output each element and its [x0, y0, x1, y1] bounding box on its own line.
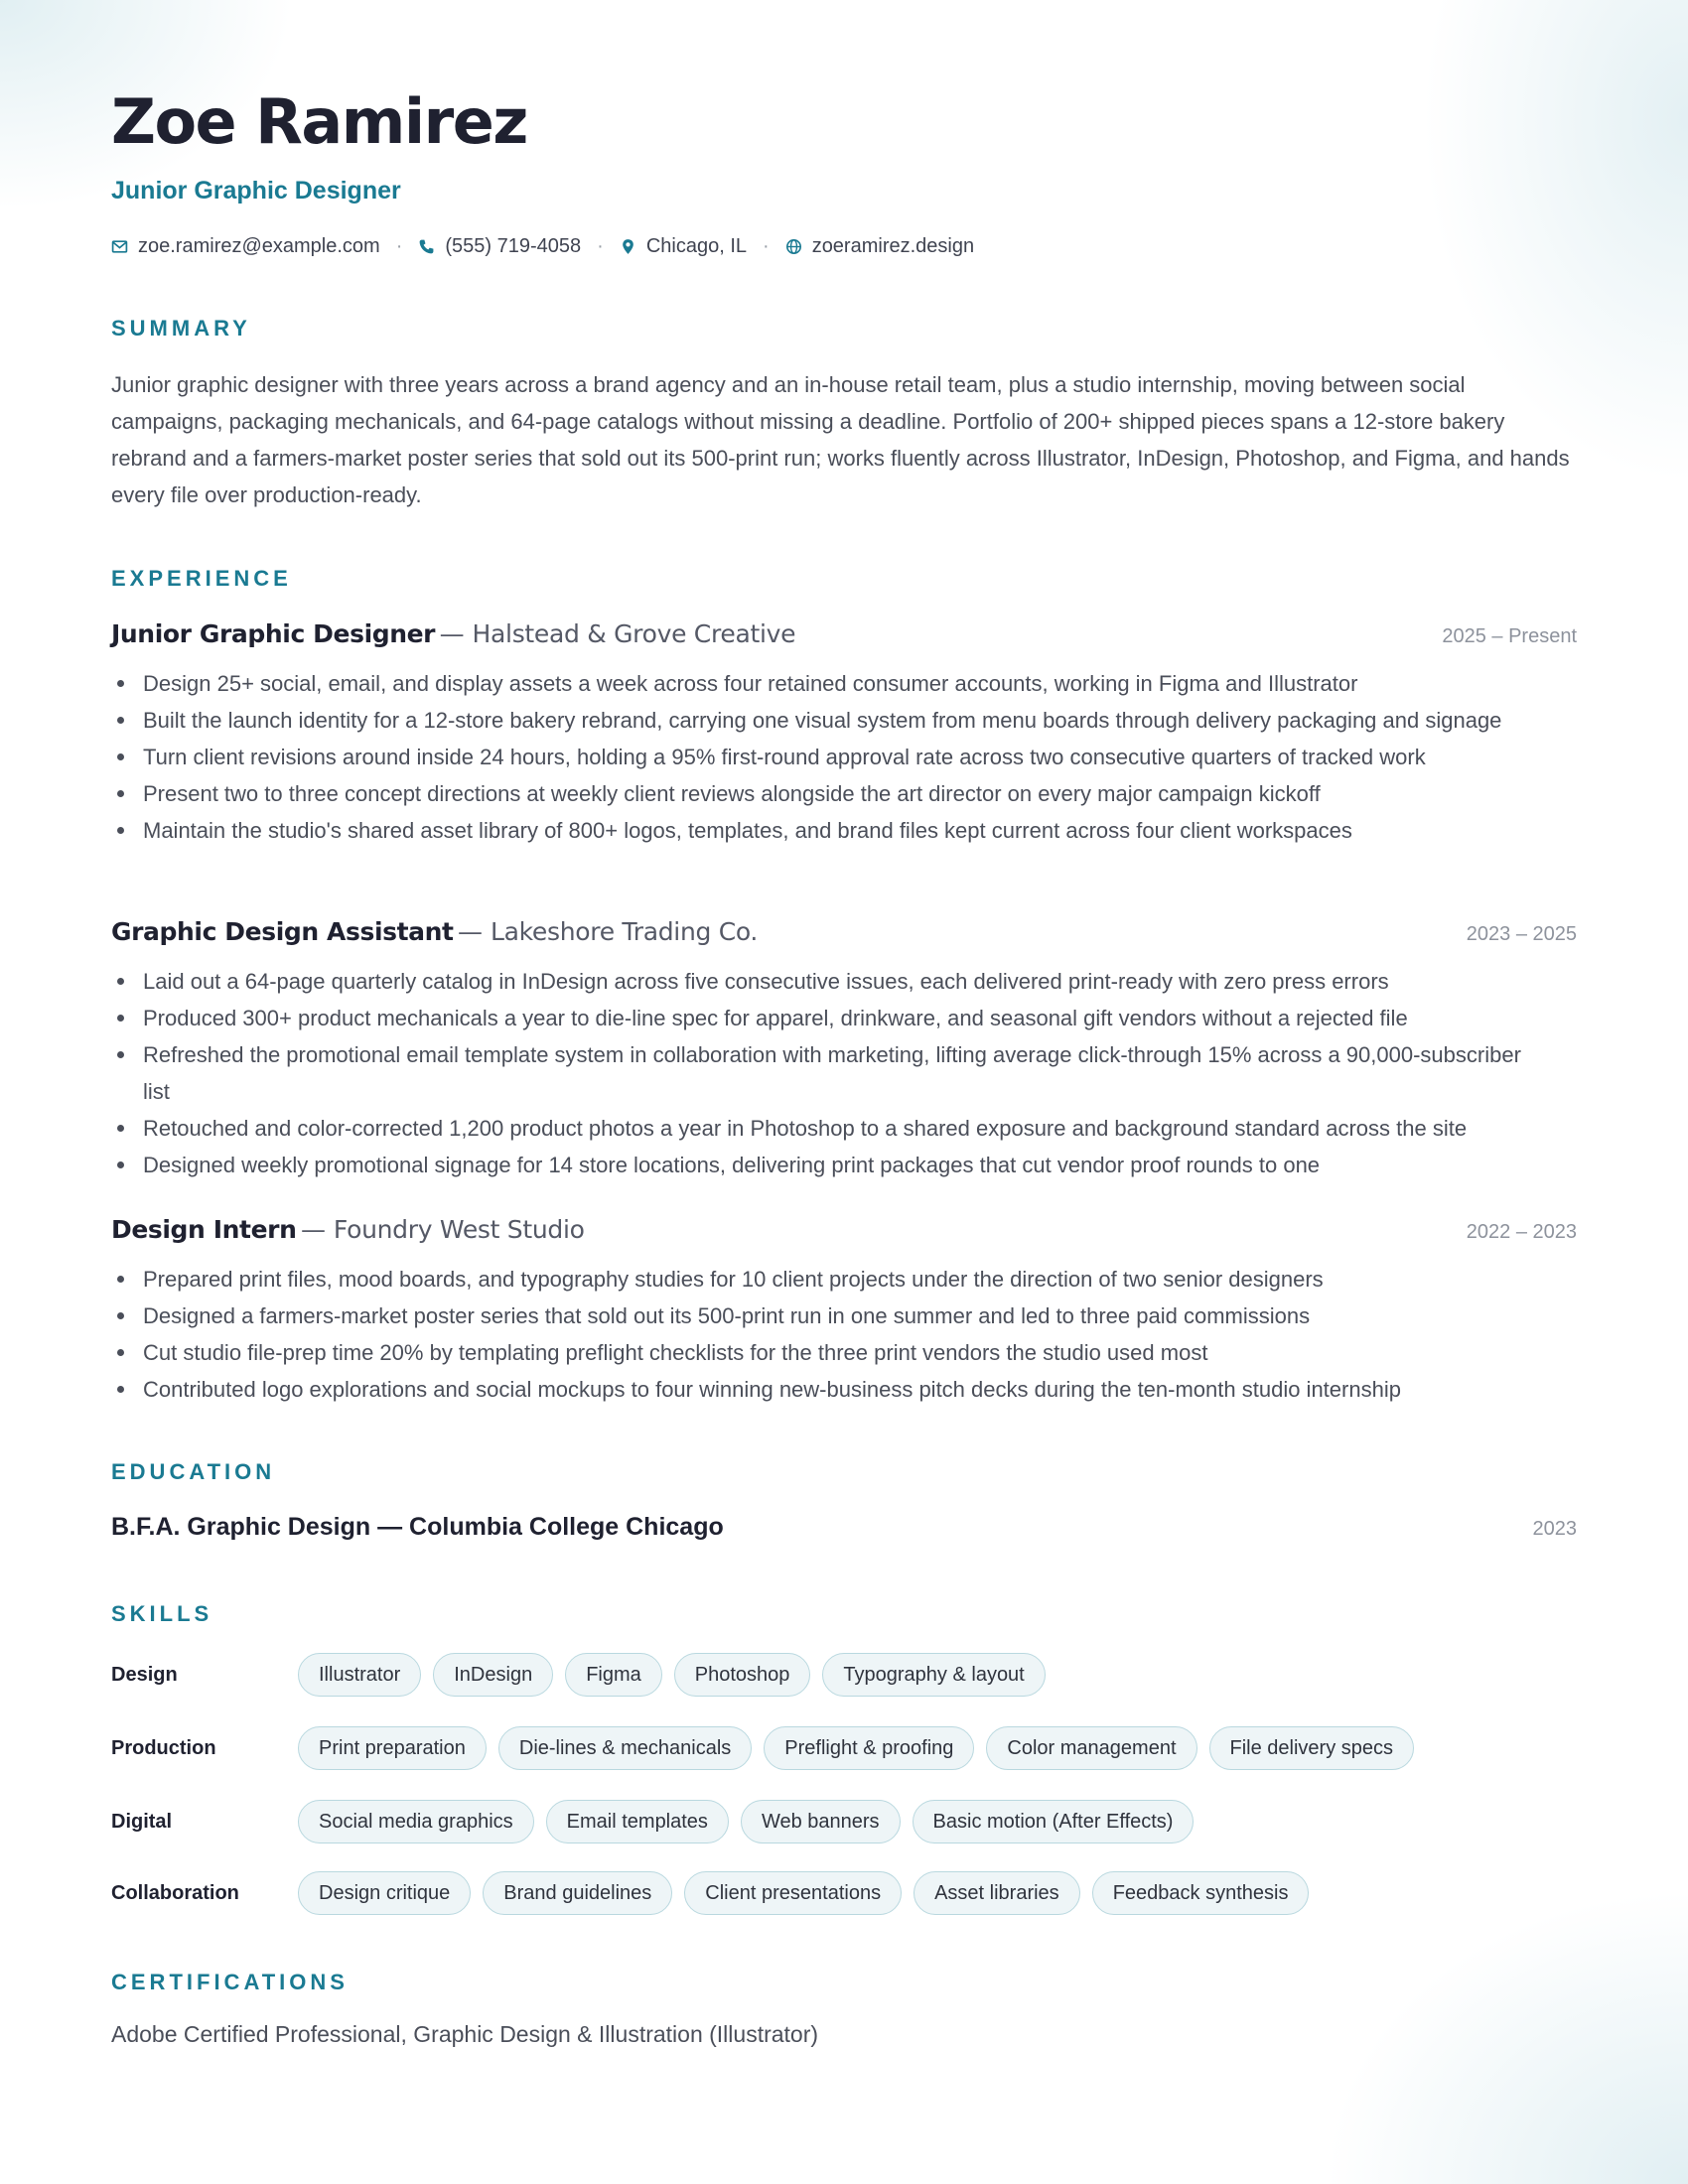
skill-chip: Photoshop: [674, 1653, 811, 1697]
skill-chip: Social media graphics: [298, 1800, 534, 1843]
skill-group-label: Digital: [111, 1810, 173, 1833]
job-dash: —: [458, 917, 484, 946]
job-bullets: [111, 1261, 1609, 1408]
contact-website-text: zoeramirez.design: [811, 235, 975, 257]
phone-icon: [418, 238, 435, 255]
job-bullet: Produced 300+ product mechanicals a year to die-line spec for apparel, drinkware, and seasonal gift vendors without a rejected file: [143, 1000, 1609, 1036]
contact-location-text: Chicago, IL: [645, 235, 748, 257]
certifications-heading: CERTIFICATIONS: [111, 1970, 349, 1994]
skill-row-digital: [111, 1798, 1577, 1845]
skill-chip: Client presentations: [684, 1871, 902, 1915]
skill-group-label: Collaboration: [111, 1881, 239, 1904]
skill-chip: Basic motion (After Effects): [913, 1800, 1195, 1843]
skill-chip: Print preparation: [298, 1726, 487, 1770]
skill-chip: Feedback synthesis: [1092, 1871, 1310, 1915]
job-title: Junior Graphic Designer: [111, 619, 436, 648]
skill-row-production: [111, 1724, 1577, 1772]
job-company: Lakeshore Trading Co.: [491, 917, 759, 946]
skill-chips: [298, 1726, 1414, 1770]
job-bullet: Design 25+ social, email, and display assets a week across four retained consumer accounts, working in Figma and Illustrator: [143, 665, 1609, 702]
certification-item: Adobe Certified Professional, Graphic Design & Illustration (Illustrator): [111, 2021, 819, 2047]
contact-separator: ·: [395, 235, 403, 257]
skill-chip: File delivery specs: [1209, 1726, 1415, 1770]
mail-icon: [111, 238, 128, 255]
skill-group-label: Design: [111, 1663, 178, 1686]
contact-separator: ·: [597, 235, 604, 257]
job-bullet: Designed a farmers-market poster series that sold out its 500-print run in one summer and led to three paid commissions: [143, 1297, 1609, 1334]
skill-chips: [298, 1871, 1309, 1915]
job-dates: 2022 – 2023: [1466, 1221, 1577, 1243]
job-bullet: Refreshed the promotional email template system in collaboration with marketing, lifting average click-through 15% across a 90,000-subscriber list: [143, 1036, 1609, 1110]
skills-heading: SKILLS: [111, 1601, 213, 1626]
contact-location: [620, 236, 747, 256]
education-degree: B.F.A. Graphic Design — Columbia College Chicago: [111, 1513, 724, 1541]
job-bullet: Laid out a 64-page quarterly catalog in InDesign across five consecutive issues, each delivered print-ready with zero press errors: [143, 963, 1609, 1000]
job-bullet: Contributed logo explorations and social mockups to four winning new-business pitch decks during the ten-month studio internship: [143, 1371, 1609, 1408]
job-bullet: Prepared print files, mood boards, and typography studies for 10 client projects under the direction of two senior designers: [143, 1261, 1609, 1297]
skill-chip: Typography & layout: [822, 1653, 1045, 1697]
job-bullets: [111, 665, 1609, 849]
candidate-role: Junior Graphic Designer: [111, 177, 401, 205]
education-heading: EDUCATION: [111, 1459, 276, 1484]
skill-chip: Email templates: [546, 1800, 729, 1843]
job-title: Design Intern: [111, 1215, 297, 1244]
job-title: Graphic Design Assistant: [111, 917, 454, 946]
job-header: [111, 621, 1577, 646]
job-bullet: Cut studio file-prep time 20% by templating preflight checklists for the three print vendors the studio used most: [143, 1334, 1609, 1371]
experience-heading: EXPERIENCE: [111, 566, 292, 591]
contact-phone-text: (555) 719-4058: [445, 235, 582, 257]
job-bullet: Retouched and color-corrected 1,200 product photos a year in Photoshop to a shared exposure and background standard across the site: [143, 1110, 1609, 1147]
job-company: Halstead & Grove Creative: [472, 619, 796, 648]
job-company: Foundry West Studio: [333, 1215, 585, 1244]
summary-heading: SUMMARY: [111, 316, 251, 341]
job-header: [111, 919, 1577, 944]
skill-chip: InDesign: [433, 1653, 553, 1697]
job-bullet: Present two to three concept directions at weekly client reviews alongside the art director on every major campaign kickoff: [143, 775, 1609, 812]
job-dates: 2025 – Present: [1442, 625, 1577, 647]
location-pin-icon: [620, 238, 636, 255]
job-bullet: Turn client revisions around inside 24 hours, holding a 95% first-round approval rate across two consecutive quarters of tracked work: [143, 739, 1609, 775]
contact-email[interactable]: [111, 236, 380, 256]
skill-chip: Design critique: [298, 1871, 471, 1915]
job-bullet: Maintain the studio's shared asset library of 800+ logos, templates, and brand files kept current across four client workspaces: [143, 812, 1609, 849]
education-entry: [111, 1515, 1577, 1540]
skill-chip: Brand guidelines: [483, 1871, 672, 1915]
skill-chips: [298, 1653, 1046, 1697]
contact-bar: [111, 236, 974, 256]
candidate-name: Zoe Ramirez: [111, 85, 527, 158]
contact-phone[interactable]: [418, 236, 581, 256]
skill-chip: Web banners: [741, 1800, 901, 1843]
job-header: [111, 1217, 1577, 1242]
skill-chip: Asset libraries: [914, 1871, 1080, 1915]
contact-email-text: zoe.ramirez@example.com: [138, 235, 380, 257]
job-bullet: Built the launch identity for a 12-store bakery rebrand, carrying one visual system from menu boards through delivery packaging and signage: [143, 702, 1609, 739]
skill-group-label: Production: [111, 1736, 216, 1759]
skill-chip: Figma: [565, 1653, 662, 1697]
job-dates: 2023 – 2025: [1466, 923, 1577, 945]
skill-chip: Illustrator: [298, 1653, 421, 1697]
contact-separator: ·: [763, 235, 770, 257]
skill-row-design: [111, 1651, 1577, 1699]
skill-chip: Color management: [986, 1726, 1196, 1770]
job-dash: —: [439, 619, 465, 648]
skill-chip: Preflight & proofing: [764, 1726, 974, 1770]
skill-chips: [298, 1800, 1194, 1843]
skill-row-collaboration: [111, 1869, 1577, 1917]
education-year: 2023: [1532, 1518, 1577, 1540]
contact-website[interactable]: [785, 236, 974, 256]
job-bullets: [111, 963, 1609, 1183]
job-dash: —: [300, 1215, 326, 1244]
summary-text: Junior graphic designer with three years across a brand agency and an in-house retail team, plus a studio internship, moving between social campaigns, packaging mechanicals, and 64-page catalogs without missing a deadline. Portfolio of 200+ shipped pieces spans a 12-store bakery rebrand and a farmers-market poster series that sold out its 500-print run; works fluently across Illustrator, InDesign, Photoshop, and Figma, and hands every file over production-ready.: [111, 372, 1570, 507]
globe-icon: [785, 238, 802, 255]
skill-chip: Die-lines & mechanicals: [498, 1726, 752, 1770]
job-bullet: Designed weekly promotional signage for 14 store locations, delivering print packages that cut vendor proof rounds to one: [143, 1147, 1609, 1183]
